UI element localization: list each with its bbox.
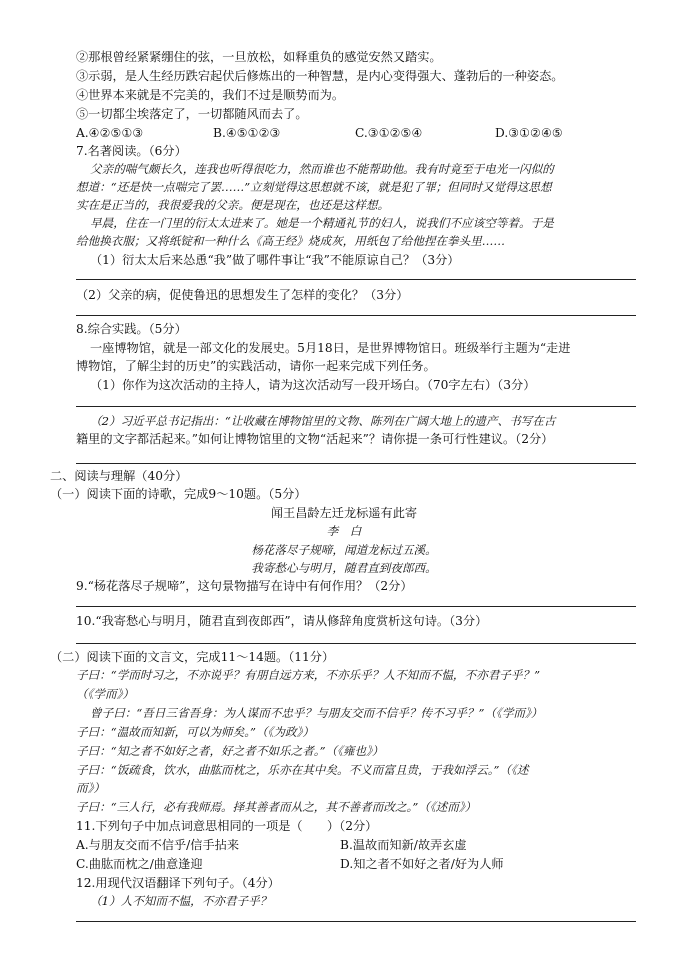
classical-line: 子曰：“饭疏食，饮水，曲肱而枕之，乐亦在其中矣。不义而富且贵，于我如浮云。”（《述 — [76, 763, 529, 777]
answer-line — [76, 463, 636, 464]
q6-option-a: A.④②⑤①③ — [76, 126, 144, 140]
q6-option-c: C.③①②⑤④ — [355, 126, 423, 140]
q7-passage-line: 父亲的喘气颇长久，连我也听得很吃力，然而谁也不能帮助他。我有时竟至于电光一闪似的 — [90, 162, 554, 176]
poem-line: 我寄愁心与明月，随君直到夜郎西。 — [251, 561, 437, 575]
q11-option-d: D.知之者不如好之者/好为人师 — [340, 857, 504, 871]
q8-heading: 8.综合实践。（5分） — [76, 322, 187, 336]
order-item-2: ②那根曾经紧紧绷住的弦，一旦放松，如释重负的感觉安然又踏实。 — [76, 50, 442, 64]
q7-sub2: （2）父亲的病，促使鲁迅的思想发生了怎样的变化？（3分） — [76, 288, 409, 302]
classical-line: 子曰：“知之者不如好之者，好之者不如乐之者。”（《雍也》） — [76, 744, 384, 758]
q11-option-b: B.温故而知新/故弄玄虚 — [340, 838, 467, 852]
answer-line — [76, 921, 636, 922]
q7-passage-line: 想道：“还是快一点喘完了罢……”立刻觉得这思想就不该，就是犯了罪；但同时又觉得这思想 — [76, 180, 552, 194]
poem-author: 李 白 — [326, 524, 362, 538]
part2-heading: （二）阅读下面的文言文，完成11～14题。（11分） — [50, 650, 335, 664]
answer-line — [76, 279, 636, 280]
answer-line — [76, 643, 636, 644]
q7-passage-line: 早晨，住在一门里的衍太太进来了。她是一个精通礼节的妇人，说我们不应该空等着。于是 — [90, 216, 554, 230]
q7-sub1: （1）衍太太后来怂恿“我”做了哪件事让“我”不能原谅自己？（3分） — [90, 253, 460, 267]
section2-heading: 二、阅读与理解（40分） — [50, 469, 188, 483]
answer-line — [76, 406, 636, 407]
classical-line: 曾子曰：“吾日三省吾身：为人谋而不忠乎？与朋友交而不信乎？传不习乎？”（《学而》） — [90, 706, 543, 720]
classical-line: （《学而》） — [76, 687, 134, 701]
order-item-3: ③示弱，是人生经历跌宕起伏后修炼出的一种智慧，是内心变得强大、蓬勃后的一种姿态。 — [76, 69, 564, 83]
q8-sub2-cont: 籍里的文字都活起来。”如何让博物馆里的文物“活起来”？请你提一条可行性建议。（2分） — [76, 432, 554, 446]
poem-line: 杨花落尽子规啼，闻道龙标过五溪。 — [251, 543, 437, 557]
q11: 11.下列句子中加点词意思相同的一项是（ ）（2分） — [76, 819, 378, 833]
q6-option-b: B.④⑤①②③ — [213, 126, 281, 140]
classical-line: 而》） — [76, 781, 105, 795]
q7-heading: 7.名著阅读。（6分） — [76, 144, 187, 158]
q6-option-d: D.③①②④⑤ — [495, 126, 563, 140]
poem-title: 闻王昌龄左迁龙标遥有此寄 — [270, 506, 418, 520]
answer-line — [76, 315, 636, 316]
q11-option-a: A.与朋友交而不信乎/信手拈来 — [76, 838, 240, 852]
q9: 9.“杨花落尽子规啼”，这句景物描写在诗中有何作用？（2分） — [76, 579, 413, 593]
order-item-4: ④世界本来就是不完美的，我们不过是顺势而为。 — [76, 88, 345, 102]
classical-line: 子曰：“温故而知新，可以为师矣。”（《为政》） — [76, 725, 314, 739]
answer-line — [76, 606, 636, 607]
part1-heading: （一）阅读下面的诗歌，完成9～10题。（5分） — [50, 487, 307, 501]
q11-option-c: C.曲肱而枕之/曲意逢迎 — [76, 857, 203, 871]
q8-intro-line: 博物馆，了解尘封的历史”的实践活动，请你一起来完成下列任务。 — [76, 359, 436, 373]
classical-line: 子曰：“学而时习之，不亦说乎？有朋自远方来，不亦乐乎？人不知而不愠，不亦君子乎？” — [76, 668, 541, 682]
q10: 10.“我寄愁心与明月，随君直到夜郎西”，请从修辞角度赏析这句诗。（3分） — [76, 614, 488, 628]
q7-passage-line: 实在是正当的，我很爱我的父亲。便是现在，也还是这样想。 — [76, 198, 390, 212]
q8-sub2: （2）习近平总书记指出：“让收藏在博物馆里的文物、陈列在广阔大地上的遗产、书写在古 — [90, 414, 556, 428]
q12-sub1: （1）人不知而不愠，不亦君子乎？ — [90, 894, 272, 908]
order-item-5: ⑤一切都尘埃落定了，一切都随风而去了。 — [76, 107, 308, 121]
q7-passage-line: 给他换衣服；又将纸锭和一种什么《高王经》烧成灰，用纸包了给他捏在拳头里…… — [76, 234, 505, 248]
classical-line: 子曰：“三人行，必有我师焉。择其善者而从之，其不善者而改之。”（《述而》） — [76, 800, 477, 814]
q12: 12.用现代汉语翻译下列句子。（4分） — [76, 876, 280, 890]
q8-intro-line: 一座博物馆，就是一部文化的发展史。5月18日，是世界博物馆日。班级举行主题为“走进 — [90, 341, 571, 355]
q8-sub1: （1）你作为这次活动的主持人，请为这次活动写一段开场白。（70字左右）（3分） — [90, 378, 536, 392]
